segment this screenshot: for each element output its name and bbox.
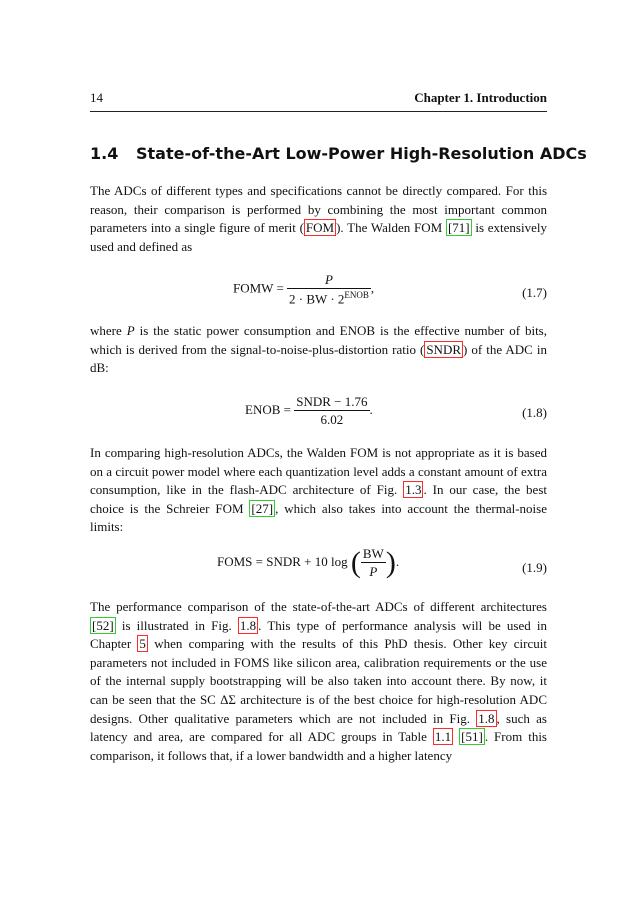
text-run: ) of the ADC in dB: bbox=[90, 341, 547, 376]
equation-label: (1.9) bbox=[522, 560, 547, 575]
chapter-title: Chapter 1. Introduction bbox=[414, 90, 547, 105]
equation-punct: . bbox=[369, 401, 373, 417]
equation-1-7 bbox=[90, 272, 547, 312]
text-run: when comparing with the results of this PhD thesis. Other key circuit parameters not included in FOMS like silicon area, calibration requirements or the use of the internal supply bootstrapping will be also taken into account there. By now, it can be seen that the SC ΔΣ architecture is of the best choice for high-resolution ADC designs. Other qualitative parameters which are not included in Fig. bbox=[90, 636, 547, 726]
equation-lhs: FOMS = SNDR + 10 log bbox=[217, 553, 348, 569]
section-title: State-of-the-Art Low-Power High-Resolution ADCs bbox=[136, 144, 587, 163]
equation-numerator: P bbox=[325, 272, 333, 287]
equation-numerator: SNDR − 1.76 bbox=[296, 394, 368, 409]
acronym-link-fom[interactable]: FOM bbox=[305, 220, 335, 236]
equation-label: (1.7) bbox=[522, 285, 547, 300]
equation-punct: , bbox=[370, 280, 375, 296]
equation-fraction bbox=[294, 394, 369, 428]
citation-link-52[interactable]: [52] bbox=[92, 617, 114, 633]
paragraph-1 bbox=[90, 182, 547, 256]
equation-denominator: 6.02 bbox=[294, 410, 369, 428]
equation-lhs: FOMW = bbox=[233, 280, 284, 296]
text-run: is the static power consumption and ENOB is the effective number of bits, which is derived from the signal-to-noise-plus-distortion ratio ( bbox=[90, 323, 547, 357]
equation-fraction bbox=[361, 546, 386, 580]
equation-label: (1.8) bbox=[522, 405, 547, 420]
text-run: ). The Walden FOM bbox=[336, 220, 446, 236]
text-run: is extensively used and defined as bbox=[90, 220, 547, 254]
right-paren: ) bbox=[385, 546, 396, 579]
left-paren: ( bbox=[350, 546, 361, 579]
equation-fraction bbox=[287, 272, 371, 307]
paragraph-3 bbox=[90, 444, 547, 537]
text-run: In comparing high-resolution ADCs, the Walden FOM is not appropriate as it is based on a circuit power model where each quantization level adds a constant amount of extra consumption, like in the flash-ADC architecture of Fig. bbox=[90, 445, 547, 498]
text-run: is illustrated in Fig. bbox=[115, 617, 238, 633]
text-run: . In our case, the best choice is the Schreier FOM bbox=[90, 482, 548, 516]
text-run: . From this comparison, it follows that, if a lower bandwidth and a higher latency bbox=[90, 729, 547, 763]
math-symbol: P bbox=[126, 323, 135, 338]
text-run: , such as latency and area, are compared for all ADC groups in Table bbox=[90, 710, 547, 745]
text-run: The performance comparison of the state-of-the-art ADCs of different architectures bbox=[90, 599, 547, 614]
equation-exponent: ENOB bbox=[344, 290, 369, 300]
equation-1-8 bbox=[90, 394, 547, 434]
equation-denominator: P bbox=[369, 564, 378, 579]
equation-punct: . bbox=[395, 553, 400, 569]
figure-link-1-8[interactable]: 1.8 bbox=[239, 617, 257, 633]
equation-1-9 bbox=[90, 546, 547, 590]
section-number: 1.4 bbox=[90, 144, 119, 163]
text-run: where bbox=[90, 323, 127, 338]
page-number: 14 bbox=[90, 90, 103, 105]
citation-link-51[interactable]: [51] bbox=[461, 729, 483, 745]
section-heading bbox=[90, 144, 587, 163]
text-run: . This type of performance analysis will be used in Chapter bbox=[90, 617, 547, 652]
equation-denominator: 2 · BW · 2 bbox=[289, 291, 345, 307]
text-run: The ADCs of different types and specifications cannot be directly compared. For this reason, their comparison is performed by combining the most important common parameters into a single figure of merit ( bbox=[90, 183, 547, 236]
acronym-link-sndr[interactable]: SNDR bbox=[426, 341, 462, 357]
table-link-1-1[interactable]: 1.1 bbox=[434, 729, 452, 745]
equation-numerator: BW bbox=[362, 546, 384, 561]
citation-link-27[interactable]: [27] bbox=[251, 500, 274, 516]
equation-lhs: ENOB = bbox=[245, 401, 291, 417]
paragraph-2 bbox=[90, 322, 547, 378]
chapter-link-5[interactable]: 5 bbox=[139, 636, 146, 652]
figure-link-1-3[interactable]: 1.3 bbox=[405, 482, 422, 498]
running-header bbox=[90, 90, 547, 112]
figure-link-1-8[interactable]: 1.8 bbox=[478, 710, 495, 726]
paragraph-4 bbox=[90, 598, 547, 765]
citation-link-71[interactable]: [71] bbox=[447, 220, 470, 236]
text-run: , which also takes into account the thermal-noise limits: bbox=[90, 500, 547, 535]
